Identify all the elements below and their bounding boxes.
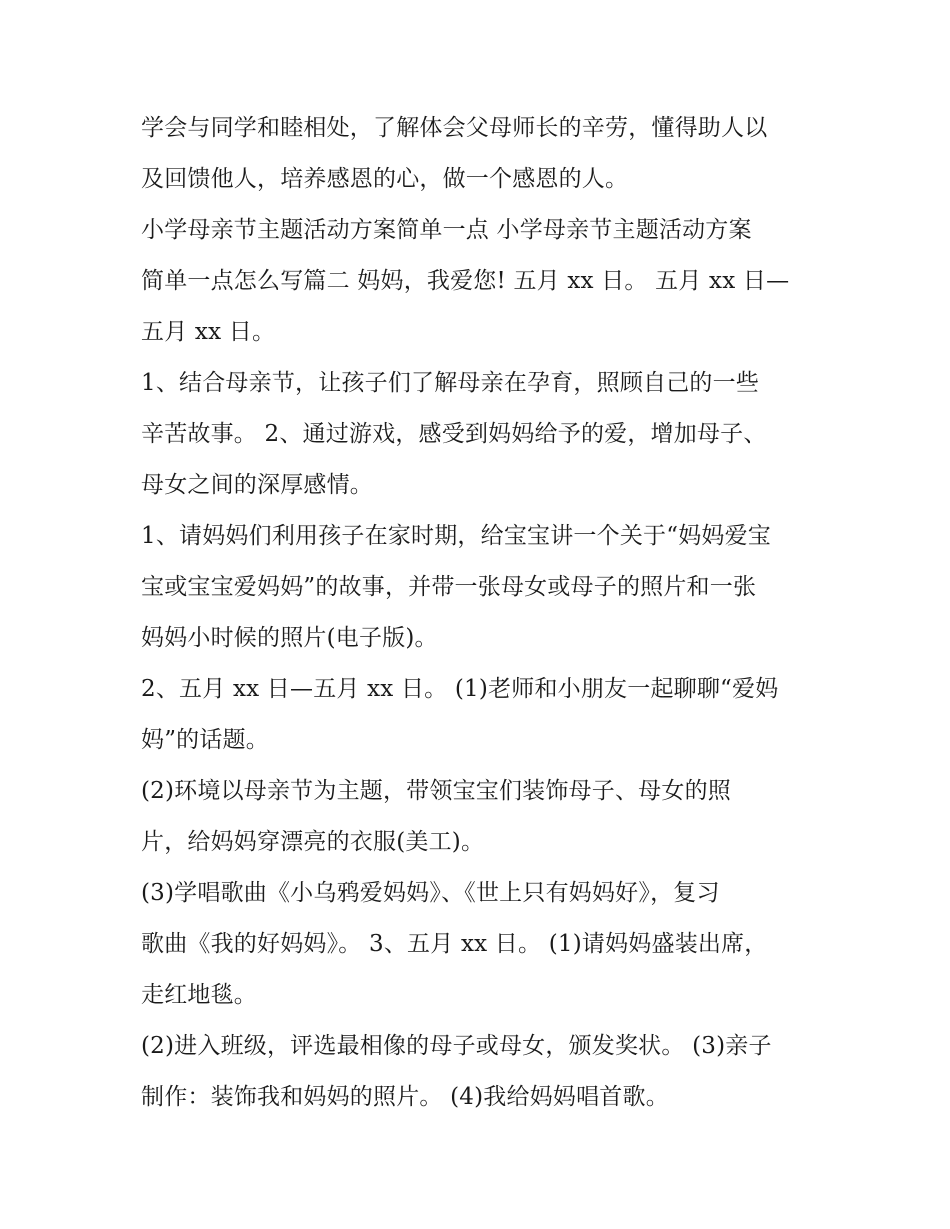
text-line: 片，给妈妈穿漂亮的衣服(美工)。: [141, 829, 485, 855]
text-line: 宝或宝宝爱妈妈”的故事，并带一张母女或母子的照片和一张: [141, 574, 757, 600]
text-line: 妈”的话题。: [141, 727, 269, 753]
text-line: 辛苦故事。 2、通过游戏，感受到妈妈给予的爱，增加母子、: [141, 421, 767, 447]
document-body: [141, 103, 821, 1123]
text-line: 五月 xx 日。: [141, 319, 276, 345]
text-line: 小学母亲节主题活动方案简单一点 小学母亲节主题活动方案: [141, 217, 752, 243]
text-line: 及回馈他人，培养感恩的心，做一个感恩的人。: [141, 166, 629, 192]
text-line: 走红地毯。: [141, 982, 257, 1008]
text-line: (3)学唱歌曲《小乌鸦爱妈妈》、《世上只有妈妈好》，复习: [141, 880, 720, 906]
text-line: (2)进入班级，评选最相像的母子或母女，颁发奖状。 (3)亲子: [141, 1033, 772, 1059]
text-line: 1、结合母亲节，让孩子们了解母亲在孕育，照顾自己的一些: [141, 370, 760, 396]
text-line: 妈妈小时候的照片(电子版)。: [141, 625, 438, 651]
text-line: 简单一点怎么写篇二 妈妈，我爱您! 五月 xx 日。 五月 xx 日—: [141, 268, 790, 294]
text-line: 学会与同学和睦相处，了解体会父母师长的辛劳，懂得助人以: [141, 115, 768, 141]
text-line: 制作：装饰我和妈妈的照片。 (4)我给妈妈唱首歌。: [141, 1084, 669, 1110]
text-line: 歌曲《我的好妈妈》。 3、五月 xx 日。 (1)请妈妈盛装出席，: [141, 931, 768, 957]
text-line: 母女之间的深厚感情。: [141, 472, 373, 498]
text-line: 1、请妈妈们利用孩子在家时期，给宝宝讲一个关于“妈妈爱宝: [141, 523, 771, 549]
text-line: (2)环境以母亲节为主题，带领宝宝们装饰母子、母女的照: [141, 778, 731, 804]
text-line: 2、五月 xx 日—五月 xx 日。 (1)老师和小朋友一起聊聊“爱妈: [141, 676, 779, 702]
